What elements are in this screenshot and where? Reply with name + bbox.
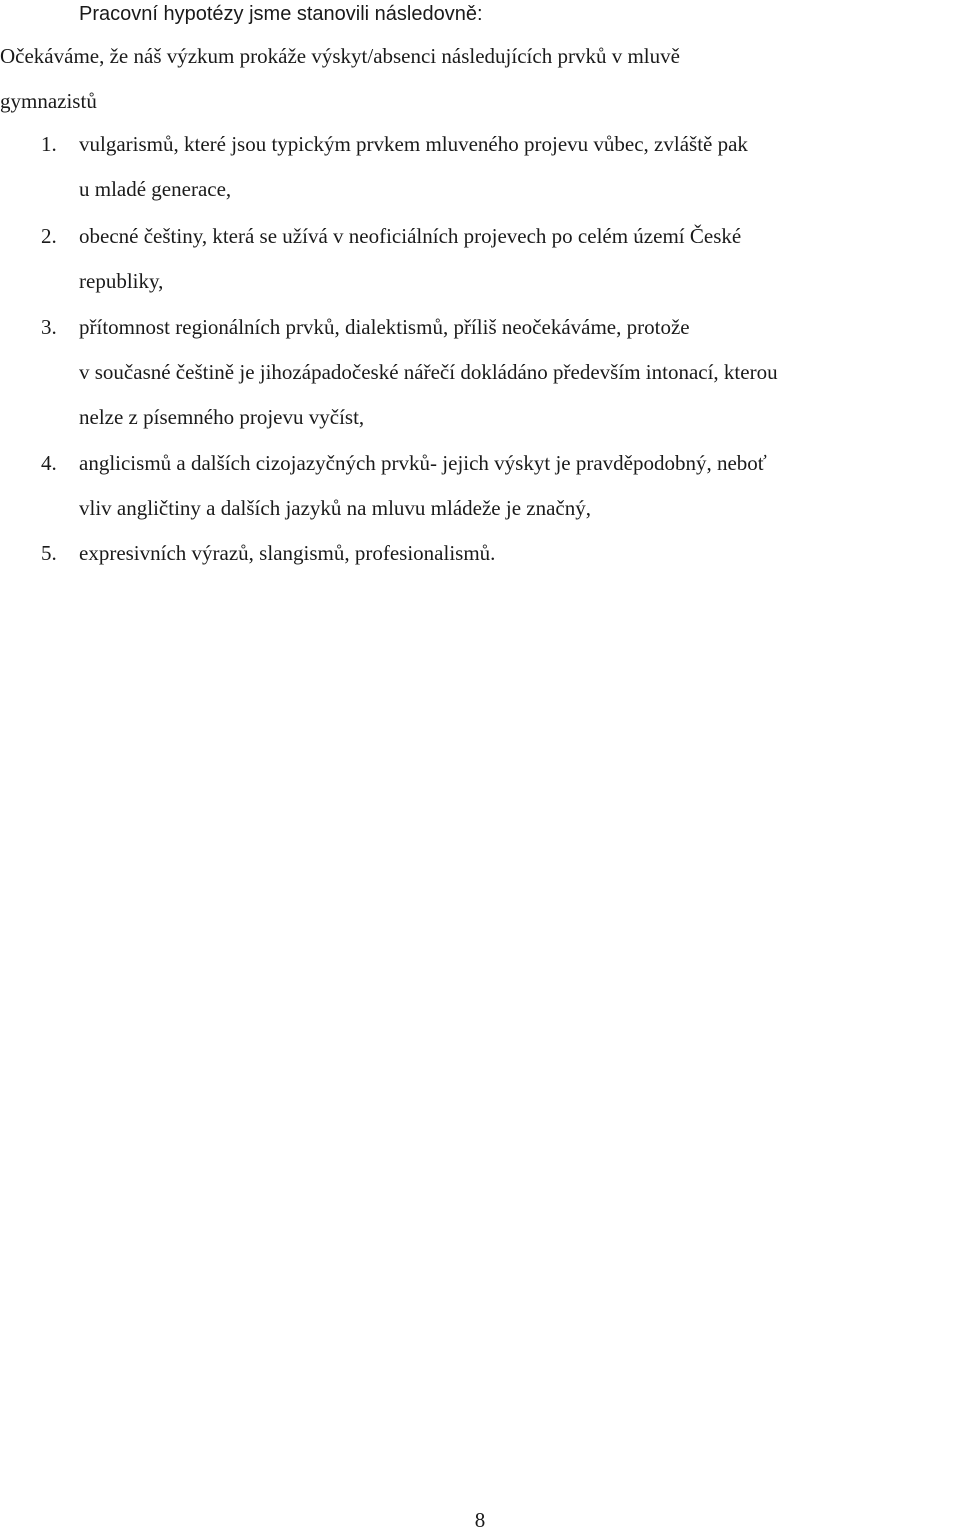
list-item-line: republiky,: [79, 269, 164, 293]
list-item-line: u mladé generace,: [79, 177, 232, 201]
section-heading: Pracovní hypotézy jsme stanovili následovně:: [79, 3, 483, 25]
list-item-line: v současné češtině je jihozápadočeské nářečí dokládáno především intonací, kterou: [79, 360, 778, 384]
list-item-number: 3.: [41, 315, 57, 339]
intro-line-2: gymnazistů: [0, 89, 97, 113]
list-item-number: 2.: [41, 224, 57, 248]
intro-line-1-text: Očekáváme, že náš výzkum prokáže výskyt/absenci následujících prvků v mluvě: [0, 44, 680, 68]
page-number: 8: [474, 1508, 486, 1532]
list-item-line: vulgarismů, které jsou typickým prvkem mluveného projevu vůbec, zvláště pak: [79, 132, 748, 156]
list-item-line: nelze z písemného projevu vyčíst,: [79, 405, 365, 429]
list-item-number: 4.: [41, 451, 57, 475]
list-item-number: 5.: [41, 541, 57, 565]
list-item-line: vliv angličtiny a dalších jazyků na mluvu mládeže je značný,: [79, 496, 591, 520]
list-item-number: 1.: [41, 132, 57, 156]
list-item-line: anglicismů a dalších cizojazyčných prvků- jejich výskyt je pravděpodobný, neboť: [79, 451, 767, 475]
list-item-line: obecné češtiny, která se užívá v neoficiálních projevech po celém území České: [79, 224, 742, 248]
intro-line-1: [0, 44, 960, 68]
list-item-line: přítomnost regionálních prvků, dialektismů, příliš neočekáváme, protože: [79, 315, 690, 339]
list-item-line: expresivních výrazů, slangismů, profesionalismů.: [79, 541, 496, 565]
